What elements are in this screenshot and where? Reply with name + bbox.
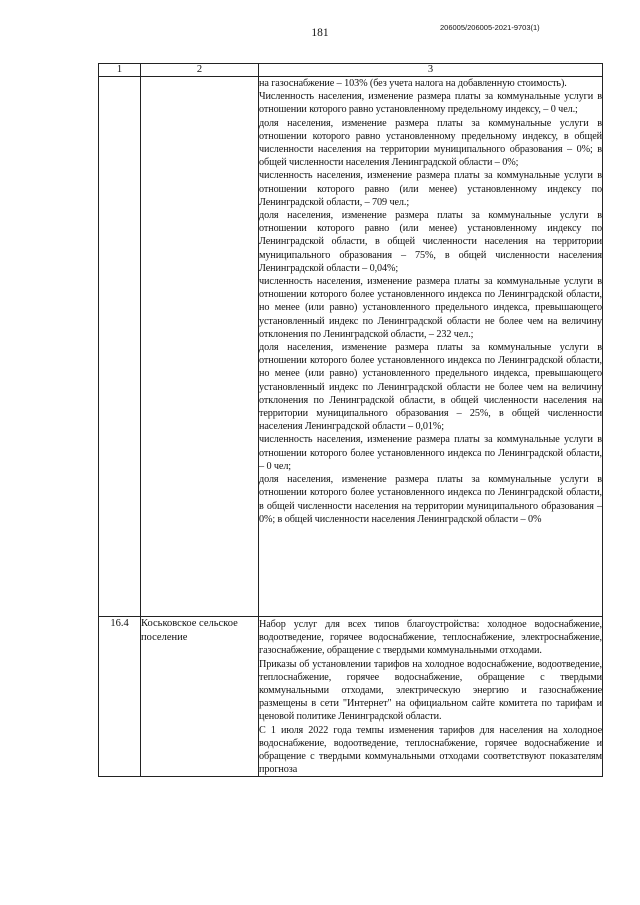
- page-number: 181: [311, 27, 329, 39]
- header-cell-1: 1: [99, 64, 141, 77]
- paragraph: доля населения, изменение размера платы за коммунальные услуги в отношении которого более установленного индекса по Ленинградской области, но менее (или равно) установленного предельного индекса, превышающего установленный индекс по Ленинградской области не более чем на величину отклонения по Ленинградской области, в общей численности населения на территории муниципального образования – 25%, в общей численности населения Ленинградской области – 0,01%;: [259, 342, 602, 433]
- row-name-cell: Коськовское сельское поселение: [141, 617, 259, 777]
- table-row-16-4: [99, 617, 603, 777]
- paragraph: на газоснабжение – 103% (без учета налога на добавленную стоимость).: [259, 78, 567, 89]
- table-row-continuation: [99, 77, 603, 617]
- header-cell-3: 3: [259, 64, 603, 77]
- document-table: [98, 63, 603, 777]
- document-code: 206005/206005-2021-9703(1): [440, 23, 540, 32]
- row-name-cell: [141, 77, 259, 617]
- paragraph: доля населения, изменение размера платы за коммунальные услуги в отношении которого равно (или менее) установленному индексу по Ленинградской области, в общей численности населения на территории муниципального образования – 75%, в общей численности населения Ленинградской области – 0,04%;: [259, 210, 602, 274]
- paragraph: доля населения, изменение размера платы за коммунальные услуги в отношении которого более установленного индекса по Ленинградской области, в общей численности населения на территории муниципального образования – 0%; в общей численности населения Ленинградской области – 0%: [259, 474, 602, 525]
- row-content-cell: [259, 77, 603, 617]
- paragraph: С 1 июля 2022 года темпы изменения тарифов для населения на холодное водоснабжение, водоотведение, теплоснабжение, горячее водоснабжение и обращение с твердыми коммунальными отходами соответствуют показателям прогноза: [259, 724, 602, 776]
- paragraph: численность населения, изменение размера платы за коммунальные услуги в отношении которого равно (или менее) установленному индексу по Ленинградской области, – 709 чел.;: [259, 170, 602, 208]
- paragraph: Приказы об установлении тарифов на холодное водоснабжение, водоотведение, теплоснабжение, горячее водоснабжение, обращение с твердыми коммунальными отходами, электрическую энергию и газоснабжение размещены в сети "Интернет" на официальном сайте комитета по тарифам и ценовой политике Ленинградской области.: [259, 658, 602, 723]
- paragraph: Численность населения, изменение размера платы за коммунальные услуги в отношении которого равно установленному предельному индексу, – 0 чел.;: [259, 91, 602, 116]
- paragraph: численность населения, изменение размера платы за коммунальные услуги в отношении которого более установленного индекса по Ленинградской области, – 0 чел;: [259, 434, 602, 472]
- row-number-cell: [99, 77, 141, 617]
- paragraph: Набор услуг для всех типов благоустройства: холодное водоснабжение, водоотведение, горячее водоснабжение, теплоснабжение, электроснабжение, газоснабжение, обращение с твердыми коммунальными отходами.: [259, 619, 602, 657]
- paragraph: доля населения, изменение размера платы за коммунальные услуги в отношении которого равно установленному предельному индексу, в общей численности населения на территории муниципального образования – 0%; в общей численности населения Ленинградской области – 0%;: [259, 117, 602, 169]
- table-header-row: [99, 64, 603, 77]
- header-cell-2: 2: [141, 64, 259, 77]
- row-content-cell: [259, 617, 603, 777]
- paragraph: численность населения, изменение размера платы за коммунальные услуги в отношении которого более установленного индекса по Ленинградской области, но менее (или равно) установленного предельного индекса, превышающего установленный индекс по Ленинградской области не более чем на величину отклонения по Ленинградской области, – 232 чел.;: [259, 276, 602, 340]
- row-number-cell: 16.4: [99, 617, 141, 777]
